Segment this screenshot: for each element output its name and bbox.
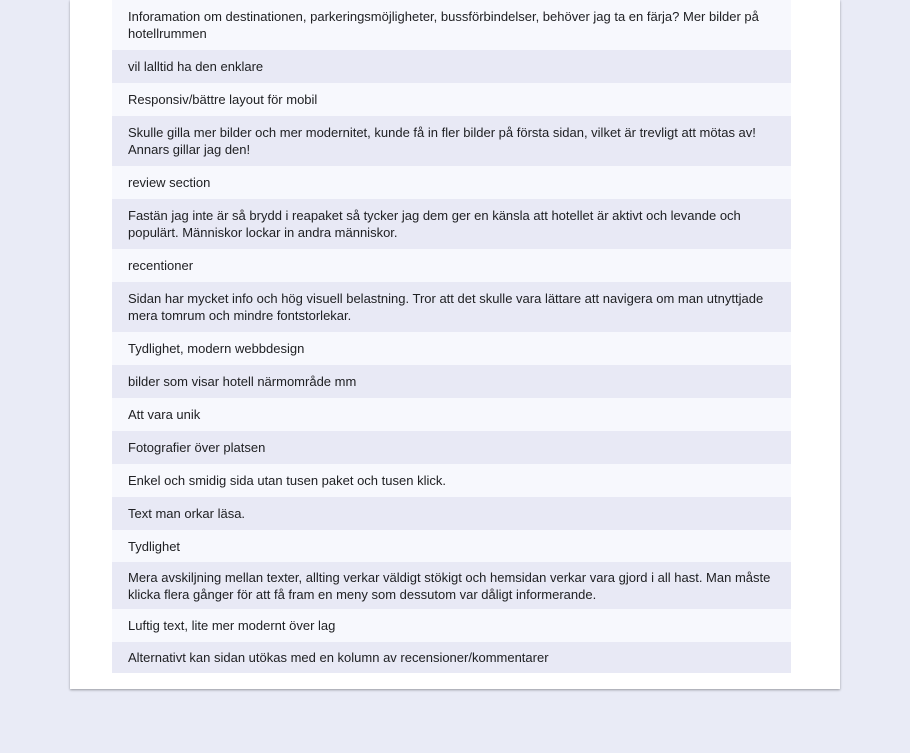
response-row: Alternativt kan sidan utökas med en kolumn av recensioner/kommentarer bbox=[112, 642, 791, 673]
response-row: bilder som visar hotell närmområde mm bbox=[112, 365, 791, 398]
response-row: review section bbox=[112, 166, 791, 199]
response-row: Fastän jag inte är så brydd i reapaket så tycker jag dem ger en känsla att hotellet är aktivt och levande och populärt. Människor lockar in andra människor. bbox=[112, 199, 791, 249]
response-row: Att vara unik bbox=[112, 398, 791, 431]
response-row: Inforamation om destinationen, parkeringsmöjligheter, bussförbindelser, behöver jag ta en färja? Mer bilder på hotellrummen bbox=[112, 0, 791, 50]
response-row: Responsiv/bättre layout för mobil bbox=[112, 83, 791, 116]
response-row: Tydlighet, modern webbdesign bbox=[112, 332, 791, 365]
response-row: Tydlighet bbox=[112, 530, 791, 562]
response-row: recentioner bbox=[112, 249, 791, 282]
response-list bbox=[112, 0, 791, 673]
response-row: Text man orkar läsa. bbox=[112, 497, 791, 530]
response-row: Skulle gilla mer bilder och mer modernitet, kunde få in fler bilder på första sidan, vilket är trevligt att mötas av! Annars gillar jag den! bbox=[112, 116, 791, 166]
response-row: Fotografier över platsen bbox=[112, 431, 791, 464]
response-row: Sidan har mycket info och hög visuell belastning. Tror att det skulle vara lättare att navigera om man utnyttjade mera tomrum och mindre fontstorlekar. bbox=[112, 282, 791, 332]
response-card bbox=[70, 0, 840, 689]
response-row: vil lalltid ha den enklare bbox=[112, 50, 791, 83]
response-row: Mera avskiljning mellan texter, allting verkar väldigt stökigt och hemsidan verkar vara gjord i all hast. Man måste klicka flera gånger för att få fram en meny som dessutom var dåligt informerande. bbox=[112, 562, 791, 609]
response-row: Enkel och smidig sida utan tusen paket och tusen klick. bbox=[112, 464, 791, 497]
response-row: Luftig text, lite mer modernt över lag bbox=[112, 609, 791, 642]
